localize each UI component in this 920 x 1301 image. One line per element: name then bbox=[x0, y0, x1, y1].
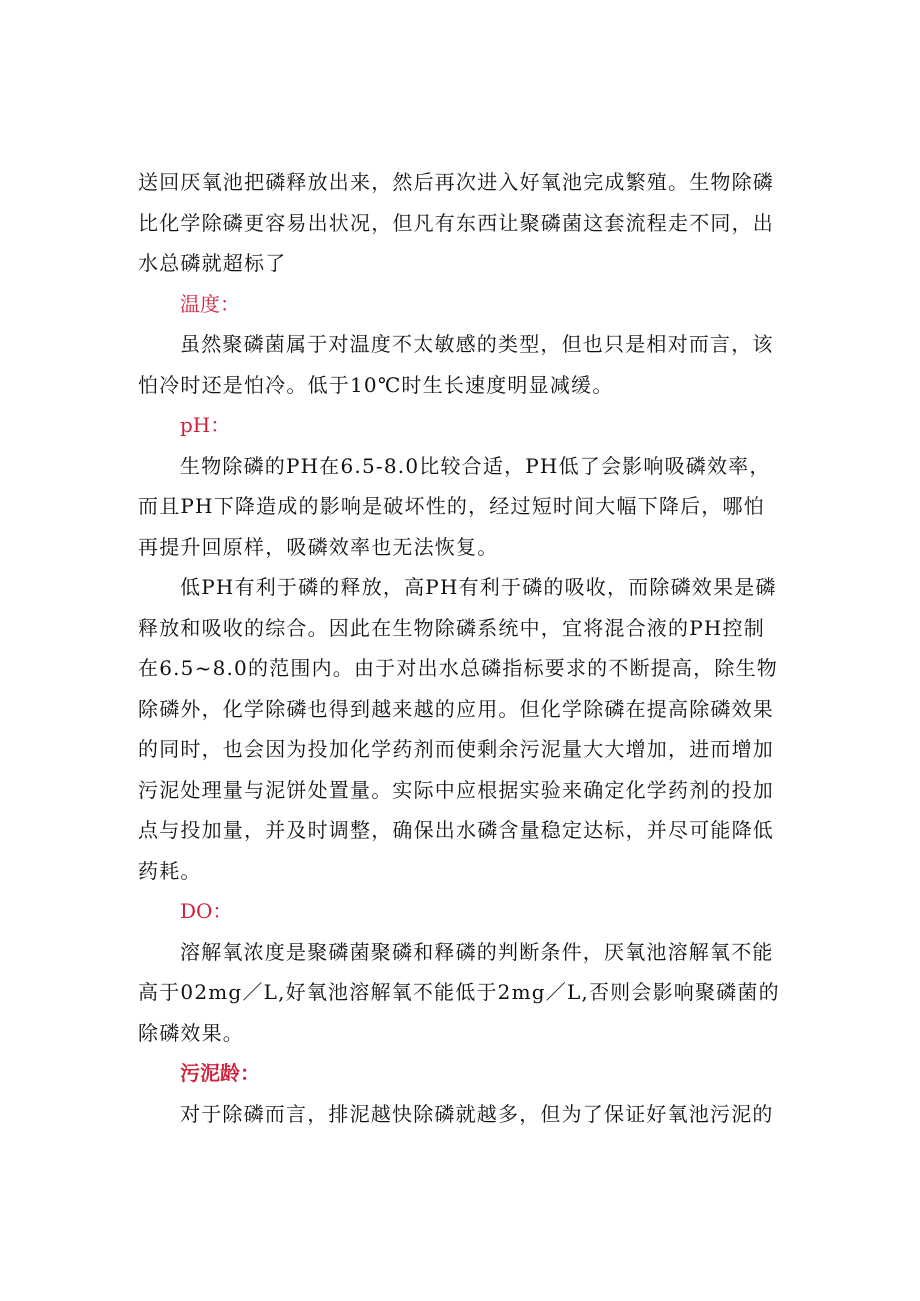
paragraph-temperature bbox=[138, 324, 788, 405]
heading-temperature: 温度： bbox=[180, 291, 240, 316]
heading-ph: pH： bbox=[180, 413, 231, 437]
text-line: 怕冷时还是怕冷。低于10℃时生长速度明显减缓。 bbox=[138, 372, 614, 397]
text-line: 在6.5~8.0的范围内。由于对出水总磷指标要求的不断提高，除生物 bbox=[138, 656, 778, 680]
text-line: 溶解氧浓度是聚磷菌聚磷和释磷的判断条件，厌氧池溶解氧不能 bbox=[180, 939, 774, 964]
text-line: 对于除磷而言，排泥越快除磷就越多，但为了保证好氧池污泥的 bbox=[180, 1101, 774, 1126]
document-body bbox=[138, 162, 788, 1134]
text-line: 释放和吸收的综合。因此在生物除磷系统中，宜将混合液的PH控制 bbox=[138, 615, 765, 640]
text-line: 低PH有利于磷的释放，高PH有利于磷的吸收，而除磷效果是磷 bbox=[180, 575, 777, 599]
text-line: 水总磷就超标了 bbox=[138, 251, 287, 275]
paragraph-do bbox=[138, 932, 788, 1054]
paragraph-sludge-age bbox=[138, 1094, 788, 1135]
heading-sludge-age: 污泥龄： bbox=[180, 1061, 260, 1085]
text-line: 高于02mg／L,好氧池溶解氧不能低于2mg／L,否则会影响聚磷菌的 bbox=[138, 980, 780, 1004]
text-line: 点与投加量，并及时调整，确保出水磷含量稳定达标，并尽可能降低 bbox=[138, 818, 774, 842]
text-line: 比化学除磷更容易出状况，但凡有东西让聚磷菌这套流程走不同，出 bbox=[138, 210, 774, 235]
text-line: 而且PH下降造成的影响是破坏性的，经过短时间大幅下降后，哪怕 bbox=[138, 494, 765, 518]
paragraph-ph-2 bbox=[138, 567, 788, 891]
text-line: 除磷效果。 bbox=[138, 1020, 244, 1045]
text-line: 生物除磷的PH在6.5-8.0比较合适，PH低了会影响吸磷效率， bbox=[180, 453, 771, 478]
text-line: 药耗。 bbox=[138, 858, 202, 883]
paragraph-intro bbox=[138, 162, 788, 284]
text-line: 污泥处理量与泥饼处置量。实际中应根据实验来确定化学药剂的投加 bbox=[138, 777, 774, 802]
heading-do: DO： bbox=[180, 899, 233, 923]
text-line: 除磷外，化学除磷也得到越来越的应用。但化学除磷在提高除磷效果 bbox=[138, 696, 774, 721]
text-line: 再提升回原样，吸磷效率也无法恢复。 bbox=[138, 534, 499, 559]
text-line: 送回厌氧池把磷释放出来，然后再次进入好氧池完成繁殖。生物除磷 bbox=[138, 170, 774, 194]
text-line: 虽然聚磷菌属于对温度不太敏感的类型，但也只是相对而言，该 bbox=[180, 332, 774, 356]
paragraph-ph-1 bbox=[138, 446, 788, 568]
text-line: 的同时，也会因为投加化学药剂而使剩余污泥量大大增加，进而增加 bbox=[138, 737, 774, 761]
